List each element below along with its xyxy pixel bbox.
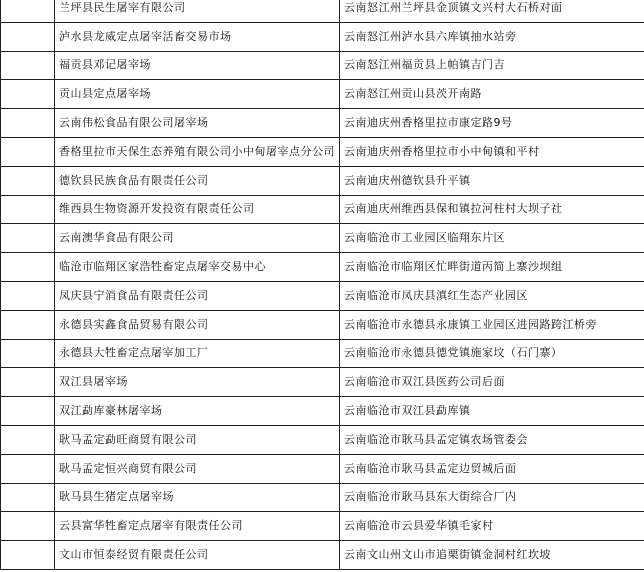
blank-cell <box>1 195 55 224</box>
address-cell: 云南迪庆州香格里拉市康定路9号 <box>340 109 644 138</box>
company-name-cell: 云县富华牲畜定点屠宰有限责任公司 <box>55 512 340 541</box>
address-cell: 云南文山州文山市追栗街镇金洞村红坎坡 <box>340 541 644 570</box>
address-cell: 云南临沧市云县爱华镇毛家村 <box>340 512 644 541</box>
blank-cell <box>1 397 55 426</box>
table-row <box>1 281 644 310</box>
company-name-cell: 临沧市临翔区家浩牲畜定点屠宰交易中心 <box>55 253 340 282</box>
company-name-cell: 维西县生物资源开发投资有限责任公司 <box>55 195 340 224</box>
address-cell: 云南临沧市双江县医药公司后面 <box>340 368 644 397</box>
blank-cell <box>1 425 55 454</box>
blank-cell <box>1 22 55 51</box>
blank-cell <box>1 137 55 166</box>
blank-cell <box>1 0 55 22</box>
company-name-cell: 香格里拉市天保生态养殖有限公司小中甸屠宰点分公司 <box>55 137 340 166</box>
address-cell: 云南临沧市永德县永康镇工业园区进园路跨江桥旁 <box>340 310 644 339</box>
company-name-cell: 兰坪县民生屠宰有限公司 <box>55 0 340 22</box>
table-row <box>1 166 644 195</box>
table-row <box>1 512 644 541</box>
company-name-cell: 文山市恒泰经贸有限责任公司 <box>55 541 340 570</box>
address-cell: 云南临沧市耿马县孟定镇农场管委会 <box>340 425 644 454</box>
table-row <box>1 339 644 368</box>
company-name-cell: 泸水县龙威定点屠宰活畜交易市场 <box>55 22 340 51</box>
blank-cell <box>1 339 55 368</box>
table-row <box>1 483 644 512</box>
company-name-cell: 云南澳华食品有限公司 <box>55 224 340 253</box>
table-row <box>1 137 644 166</box>
address-cell: 云南临沧市耿马县孟定边贸城后面 <box>340 454 644 483</box>
blank-cell <box>1 80 55 109</box>
table-row <box>1 425 644 454</box>
table-row <box>1 454 644 483</box>
company-name-cell: 永德县实鑫食品贸易有限公司 <box>55 310 340 339</box>
company-name-cell: 耿马孟定恒兴商贸有限公司 <box>55 454 340 483</box>
table-row <box>1 541 644 570</box>
table-row <box>1 0 644 22</box>
company-name-cell: 云南伟松食品有限公司屠宰场 <box>55 109 340 138</box>
table-row <box>1 22 644 51</box>
company-name-cell: 双江勐库豪林屠宰场 <box>55 397 340 426</box>
company-name-cell: 耿马县生猪定点屠宰场 <box>55 483 340 512</box>
company-name-cell: 福贡县邓记屠宰场 <box>55 51 340 80</box>
blank-cell <box>1 51 55 80</box>
company-name-cell: 德钦县民族食品有限责任公司 <box>55 166 340 195</box>
address-cell: 云南怒江州兰坪县金顶镇文兴村大石桥对面 <box>340 0 644 22</box>
address-cell: 云南临沧市永德县德党镇施家坟（石门寨） <box>340 339 644 368</box>
company-name-cell: 永德县大牲畜定点屠宰加工厂 <box>55 339 340 368</box>
address-cell: 云南怒江州贡山县茨开南路 <box>340 80 644 109</box>
address-cell: 云南怒江州泸水县六库镇抽水站旁 <box>340 22 644 51</box>
address-cell: 云南迪庆州维西县保和镇拉河柱村大坝子社 <box>340 195 644 224</box>
blank-cell <box>1 166 55 195</box>
company-name-cell: 耿马孟定勐旺商贸有限公司 <box>55 425 340 454</box>
table-row <box>1 368 644 397</box>
blank-cell <box>1 253 55 282</box>
address-cell: 云南迪庆州香格里拉市小中甸镇和平村 <box>340 137 644 166</box>
blank-cell <box>1 281 55 310</box>
blank-cell <box>1 541 55 570</box>
table-row <box>1 109 644 138</box>
blank-cell <box>1 310 55 339</box>
address-cell: 云南临沧市双江县勐库镇 <box>340 397 644 426</box>
table-row <box>1 51 644 80</box>
company-name-cell: 贡山县定点屠宰场 <box>55 80 340 109</box>
table-row <box>1 310 644 339</box>
address-cell: 云南临沧市工业园区临翔东片区 <box>340 224 644 253</box>
table-row <box>1 224 644 253</box>
blank-cell <box>1 368 55 397</box>
address-cell: 云南临沧市凤庆县滇红生态产业园区 <box>340 281 644 310</box>
blank-cell <box>1 224 55 253</box>
company-name-cell: 凤庆县宁消食品有限责任公司 <box>55 281 340 310</box>
table-row <box>1 80 644 109</box>
blank-cell <box>1 483 55 512</box>
table-row <box>1 195 644 224</box>
blank-cell <box>1 454 55 483</box>
address-cell: 云南迪庆州德钦县升平镇 <box>340 166 644 195</box>
table-row <box>1 253 644 282</box>
address-cell: 云南临沧市耿马县东大街综合厂内 <box>340 483 644 512</box>
address-cell: 云南怒江州福贡县上帕镇吉门吉 <box>340 51 644 80</box>
company-name-cell: 双江县屠宰场 <box>55 368 340 397</box>
blank-cell <box>1 109 55 138</box>
table-body <box>1 0 644 569</box>
address-cell: 云南临沧市临翔区忙畔街道丙简上寨沙坝组 <box>340 253 644 282</box>
blank-cell <box>1 512 55 541</box>
table-row <box>1 397 644 426</box>
